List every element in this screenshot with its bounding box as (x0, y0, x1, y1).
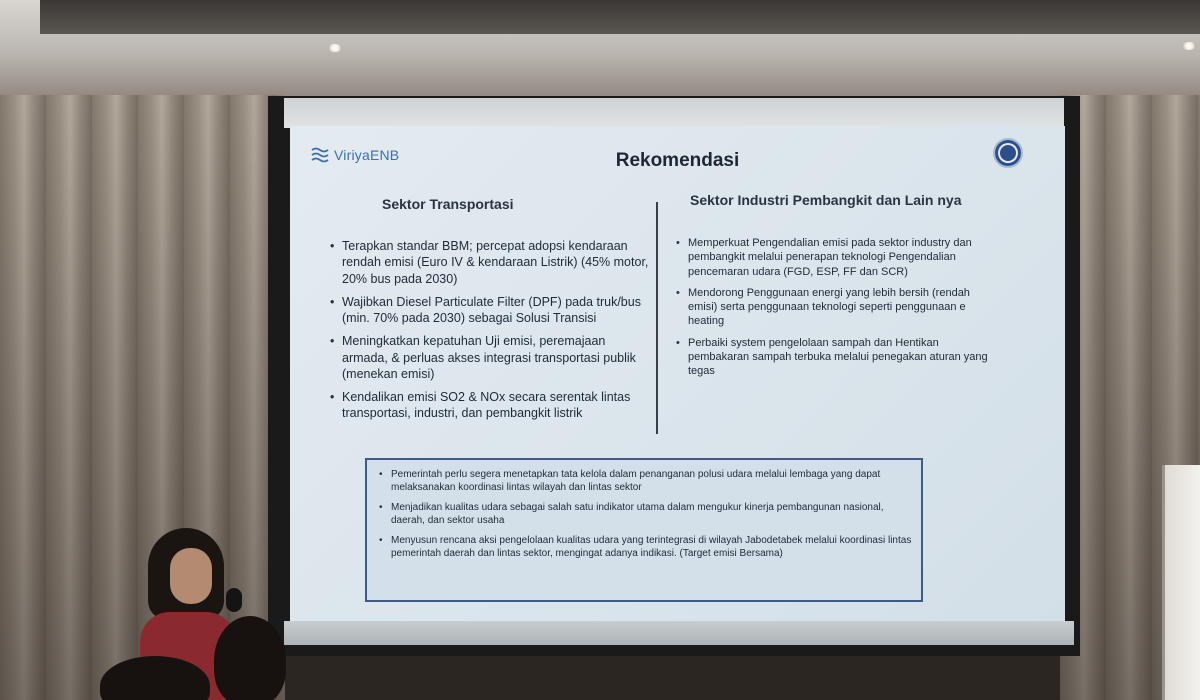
whiteboard (1162, 465, 1200, 700)
transport-heading: Sektor Transportasi (382, 196, 514, 212)
list-item: • Menjadikan kualitas udara sebagai salah satu indikator utama dalam mengukur kinerja pembangunan nasional, daerah, dan sektor usaha (379, 501, 919, 527)
list-item: • Kendalikan emisi SO2 & NOx secara serentak lintas transportasi, industri, dan pembangkit listrik (330, 389, 650, 422)
list-item: • Wajibkan Diesel Particulate Filter (DPF) pada truk/bus (min. 70% pada 2030) sebagai Solusi Transisi (330, 294, 650, 327)
screen-top-margin (284, 98, 1064, 128)
transport-list (330, 238, 650, 429)
audience-head (214, 616, 286, 700)
presentation-slide (290, 126, 1065, 621)
list-item: • Pemerintah perlu segera menetapkan tata kelola dalam penanganan polusi udara melalui lembaga yang dapat melaksanakan koordinasi lintas wilayah dan lintas sektor (379, 468, 919, 494)
list-item: • Menyusun rencana aksi pengelolaan kualitas udara yang terintegrasi di wilayah Jabodetabek melalui koordinasi lintas pemerintah daerah dan lintas sektor, mengingat adanya indikasi. (Target emisi Bersama) (379, 534, 919, 560)
list-item: • Mendorong Penggunaan energi yang lebih bersih (rendah emisi) serta penggunaan teknologi seperti penggunaan e heating (676, 286, 988, 329)
ceiling-beam (40, 0, 1200, 34)
ceiling (0, 0, 1200, 100)
ceiling-spotlight (328, 44, 342, 52)
speaker-face (170, 548, 212, 604)
list-item: • Meningkatkan kepatuhan Uji emisi, peremajaan armada, & perluas akses integrasi transportasi publik (menekan emisi) (330, 333, 650, 382)
governance-box (365, 458, 923, 602)
screen-bottom-margin (284, 621, 1074, 645)
logo-text: ViriyaENB (334, 147, 400, 163)
ceiling-spotlight (1182, 42, 1196, 50)
list-item: • Terapkan standar BBM; percepat adopsi kendaraan rendah emisi (Euro IV & kendaraan Listrik) (45% motor, 20% bus pada 2030) (330, 238, 650, 287)
industry-heading: Sektor Industri Pembangkit dan Lain nya (690, 192, 962, 208)
column-divider (656, 202, 658, 434)
microphone (226, 588, 242, 612)
list-item: • Perbaiki system pengelolaan sampah dan Hentikan pembakaran sampah terbuka melalui penegakan aturan yang tegas (676, 336, 988, 379)
list-item: • Memperkuat Pengendalian emisi pada sektor industry dan pembangkit melalui penerapan teknologi Pengendalian pencemaran udara (FGD, ESP, FF dan SCR) (676, 236, 988, 279)
governance-list (379, 468, 919, 567)
slide-title: Rekomendasi (615, 150, 740, 171)
industry-list (676, 236, 988, 386)
